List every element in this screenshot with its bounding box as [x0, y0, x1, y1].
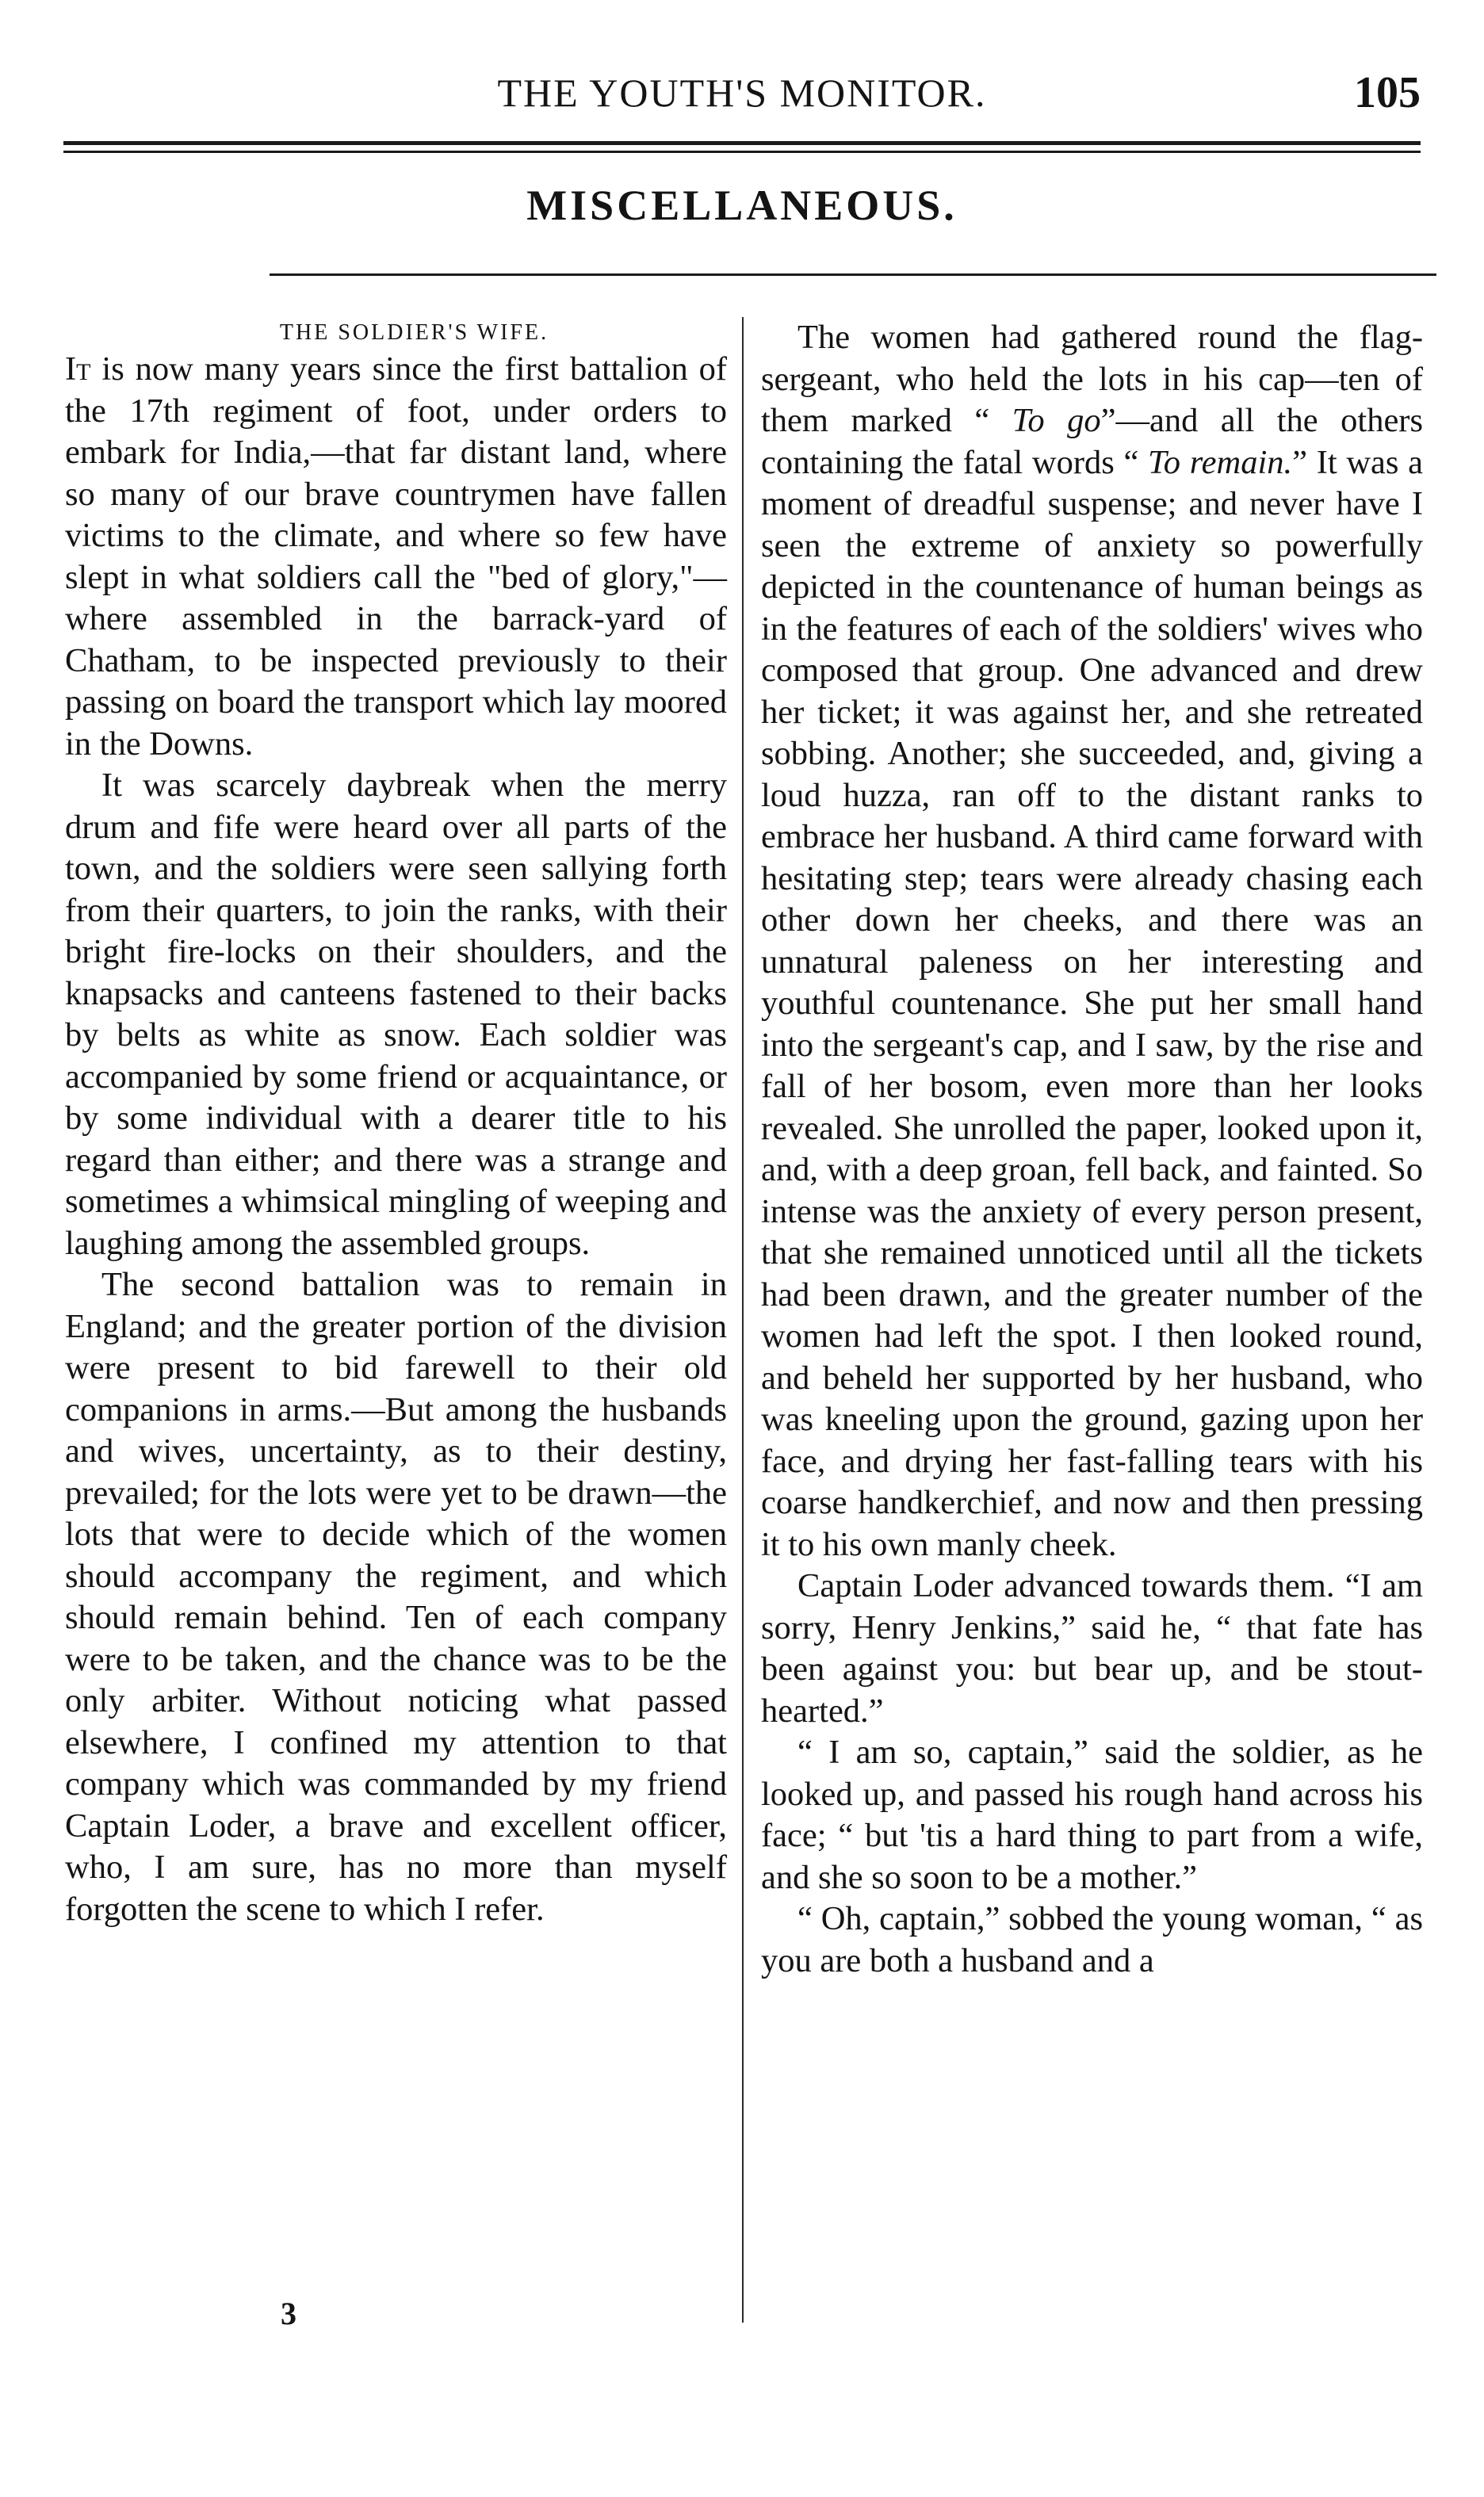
paragraph: Captain Loder advanced towards them. “I am sorry, Henry Jenkins,” said he, “ that fate has been against you: but bear up, and be stout-hearted.” [761, 1567, 1423, 1730]
paragraph: “ I am so, captain,” said the soldier, as he looked up, and passed his rough hand across his face; “ but 'tis a hard thing to part from a wife, and she so soon to be a mother.” [761, 1734, 1423, 1896]
section-title: MISCELLANEOUS. [526, 182, 958, 229]
paragraph-text: ” It was a moment of dreadful suspense; and never have I seen the extreme of anxiety so powerfully depicted in the countenance of human beings as in the features of each of the soldiers' wives who composed that group. One advanced and drew her ticket; it was against her, and she retreated sobbing. Another; she succeeded, and, giving a loud huzza, ran off to the distant ranks to embrace her husband. A third came forward with hesitating step; tears were already chasing each other down her cheeks, and there was an unnatural paleness on her interesting and youthful countenance. She put her small hand into the sergeant's cap, and I saw, by the rise and fall of her bosom, even more than her looks revealed. She unrolled the paper, looked upon it, and, with a deep groan, fell back, and fainted. So intense was the anxiety of every person present, that she remained unnoticed until all the tickets had been drawn, and the greater number of the women had left the spot. I then looked round, and beheld her supported by her husband, who was kneeling upon the ground, gazing upon her face, and drying her fast-falling tears with his coarse handkerchief, and now and then pressing it to his own manly cheek. [761, 443, 1423, 1563]
italic-phrase: To remain. [1148, 443, 1293, 481]
running-head [63, 65, 1421, 120]
header-rule-thick [63, 141, 1421, 145]
signature-mark: 3 [281, 2296, 296, 2331]
header-rule-thin [63, 151, 1421, 153]
left-column [65, 317, 727, 1930]
section-rule [270, 273, 1436, 276]
column-divider [742, 317, 744, 2323]
right-column [761, 317, 1423, 1982]
drop-cap-word: It [65, 350, 91, 388]
paragraph: It was scarcely daybreak when the merry drum and fife were heard over all parts of the town, and the soldiers were seen sallying forth from their quarters, to join the ranks, with their bright fire-locks on their shoulders, and the knapsacks and canteens fastened to their backs by belts as white as snow. Each soldier was accompanied by some friend or acquaintance, or by some individual with a dearer title to his regard than either; and there was a strange and sometimes a whimsical mingling of weeping and laughing among the assembled groups. [65, 767, 727, 1262]
italic-phrase: To go [1012, 402, 1101, 439]
running-title: THE YOUTH'S MONITOR. [497, 71, 987, 115]
paragraph-text: ”—and all the others containing the fatal words “ [761, 402, 1423, 481]
paragraph [761, 317, 1423, 1566]
paragraph-text: The women had gathered round the flag-sergeant, who held the lots in his cap—ten of them marked “ [761, 319, 1423, 439]
page-number: 105 [1354, 68, 1421, 117]
paragraph: “ Oh, captain,” sobbed the young woman, “ as you are both a husband and a [761, 1900, 1423, 1979]
story-title: THE SOLDIER'S WIFE. [279, 320, 549, 345]
paragraph [65, 349, 727, 765]
paragraph: The second battalion was to remain in England; and the greater portion of the division were present to bid farewell to their old companions in arms.—But among the husbands and wives, uncertainty, as to their destiny, prevailed; for the lots were yet to be drawn—the lots that were to decide which of the women should accompany the regiment, and which should remain behind. Ten of each company were to be taken, and the chance was to be the only arbiter. Without noticing what passed elsewhere, I confined my attention to that company which was commanded by my friend Captain Loder, a brave and excellent officer, who, I am sure, has no more than myself forgotten the scene to which I refer. [65, 1266, 727, 1928]
paragraph-text: is now many years since the first battalion of the 17th regiment of foot, under orders to embark for India,—that far distant land, where so many of our brave countrymen have fallen victims to the climate, and where so few have slept in what soldiers call the "bed of glory,"—where assembled in the barrack-yard of Chatham, to be inspected previously to their passing on board the transport which lay moored in the Downs. [65, 350, 727, 763]
